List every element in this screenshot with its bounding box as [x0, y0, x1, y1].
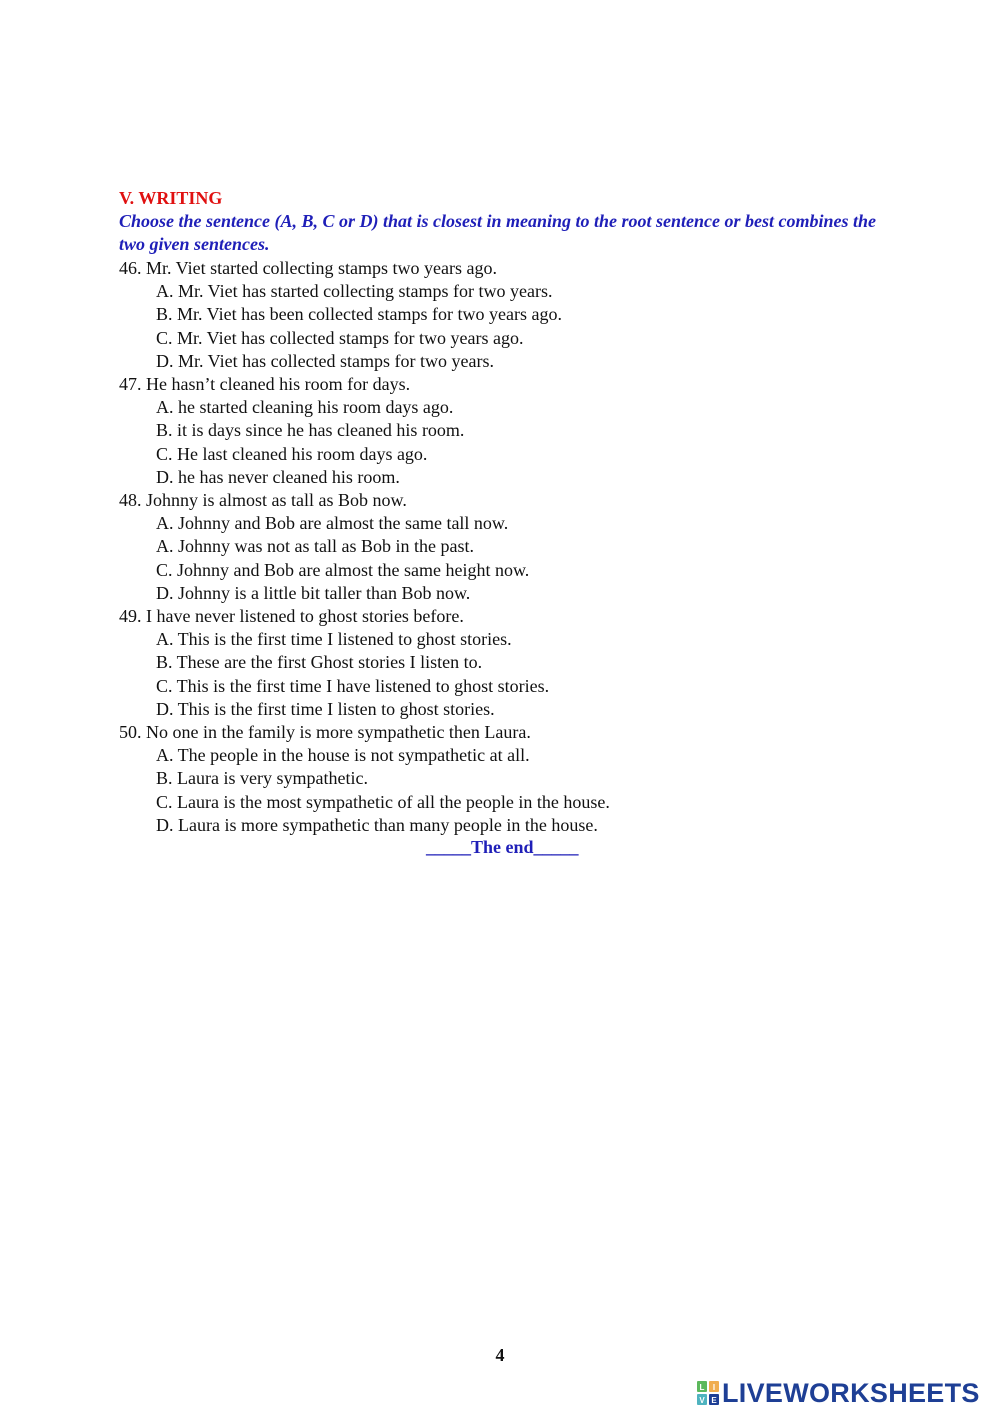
option-b: B. Laura is very sympathetic. [156, 768, 368, 789]
liveworksheets-logo-icon [697, 1381, 719, 1405]
option-c: C. Mr. Viet has collected stamps for two years ago. [156, 327, 524, 348]
option-c: C. He last cleaned his room days ago. [156, 443, 428, 464]
svg-text:E: E [711, 1396, 717, 1405]
question-49 [119, 605, 879, 721]
section-title: V. WRITING [119, 188, 223, 208]
svg-text:V: V [699, 1396, 705, 1405]
question-47 [119, 373, 879, 489]
option-b: B. These are the first Ghost stories I listen to. [156, 652, 483, 673]
option-b: B. Mr. Viet has been collected stamps for two years ago. [156, 304, 562, 325]
option-c: C. Johnny and Bob are almost the same height now. [156, 559, 530, 580]
question-stem: 46. Mr. Viet started collecting stamps two years ago. [119, 258, 498, 278]
option-a: A. The people in the house is not sympathetic at all. [156, 745, 530, 766]
svg-text:L: L [699, 1383, 705, 1392]
option-a: A. Johnny and Bob are almost the same tall now. [156, 513, 509, 534]
option-a: A. he started cleaning his room days ago. [156, 397, 454, 418]
option-d: D. This is the first time I listen to ghost stories. [156, 698, 495, 719]
page-number: 4 [495, 1345, 505, 1365]
option-d: D. Johnny is a little bit taller than Bob now. [156, 582, 471, 603]
question-stem: 48. Johnny is almost as tall as Bob now. [119, 490, 407, 511]
option-c: C. This is the first time I have listened to ghost stories. [156, 675, 550, 696]
question-stem: 49. I have never listened to ghost stories before. [119, 606, 464, 627]
option-b: A. Johnny was not as tall as Bob in the past. [156, 536, 474, 557]
section-instruction: Choose the sentence (A, B, C or D) that is closest in meaning to the root sentence or best combines the two given sentences. [119, 211, 877, 255]
option-c: C. Laura is the most sympathetic of all the people in the house. [156, 791, 610, 812]
option-d: D. he has never cleaned his room. [156, 466, 400, 487]
option-b: B. it is days since he has cleaned his room. [156, 420, 465, 441]
option-a: A. This is the first time I listened to ghost stories. [156, 629, 512, 650]
question-46 [119, 257, 879, 373]
liveworksheets-brand [697, 1378, 980, 1408]
question-list [119, 257, 879, 837]
option-d: D. Laura is more sympathetic than many people in the house. [156, 814, 598, 835]
option-a: A. Mr. Viet has started collecting stamps for two years. [156, 281, 553, 302]
svg-text:I: I [712, 1383, 716, 1392]
question-stem: 50. No one in the family is more sympathetic then Laura. [119, 722, 531, 743]
question-50 [119, 721, 879, 837]
brand-text: LIVEWORKSHEETS [722, 1378, 980, 1408]
the-end-marker: _____The end_____ [426, 837, 579, 857]
option-d: D. Mr. Viet has collected stamps for two years. [156, 350, 495, 371]
question-stem: 47. He hasn’t cleaned his room for days. [119, 374, 411, 395]
question-48 [119, 489, 879, 605]
